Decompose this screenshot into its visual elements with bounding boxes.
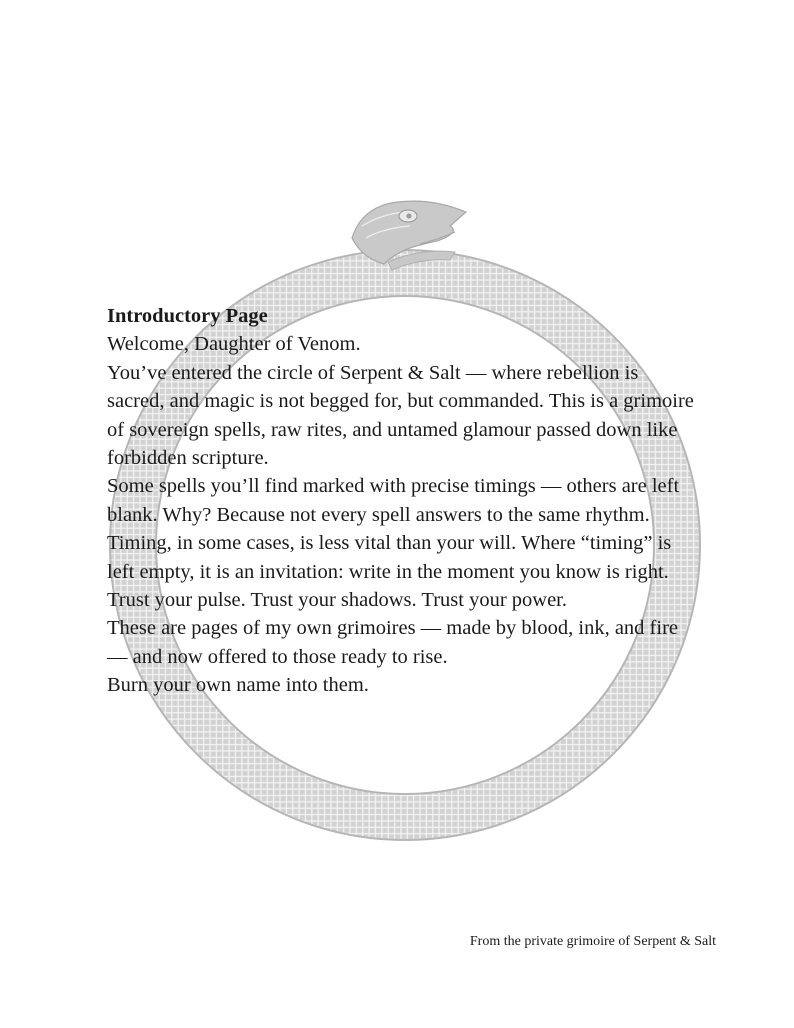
grimoire-paragraph: These are pages of my own grimoires — made by blood, ink, and fire — and now offered to those ready to rise. [107,617,678,668]
intro-paragraph: You’ve entered the circle of Serpent & Salt — where rebellion is sacred, and magic is not begged for, but commanded. This is a grimoire of sovereign spells, raw rites, and untamed glamour passed down like forbidden scripture. [107,361,694,470]
serpent-eye [399,210,417,222]
timing-paragraph: Some spells you’ll find marked with precise timings — others are left blank. Why? Because not every spell answers to the same rhythm. Timing, in some cases, is less vital than your will. Where “timing” is left empty, it is an invitation: write in the moment you know is right. Trust your pulse. Trust your shadows. Trust your power. [107,475,680,612]
page-title: Introductory Page [107,305,268,327]
serpent-tail [388,251,455,270]
introduction-text [107,302,697,700]
page-footer: From the private grimoire of Serpent & Salt [469,934,716,949]
closing-line: Burn your own name into them. [107,674,369,697]
welcome-line: Welcome, Daughter of Venom. [107,333,361,356]
serpent-head [352,201,466,264]
